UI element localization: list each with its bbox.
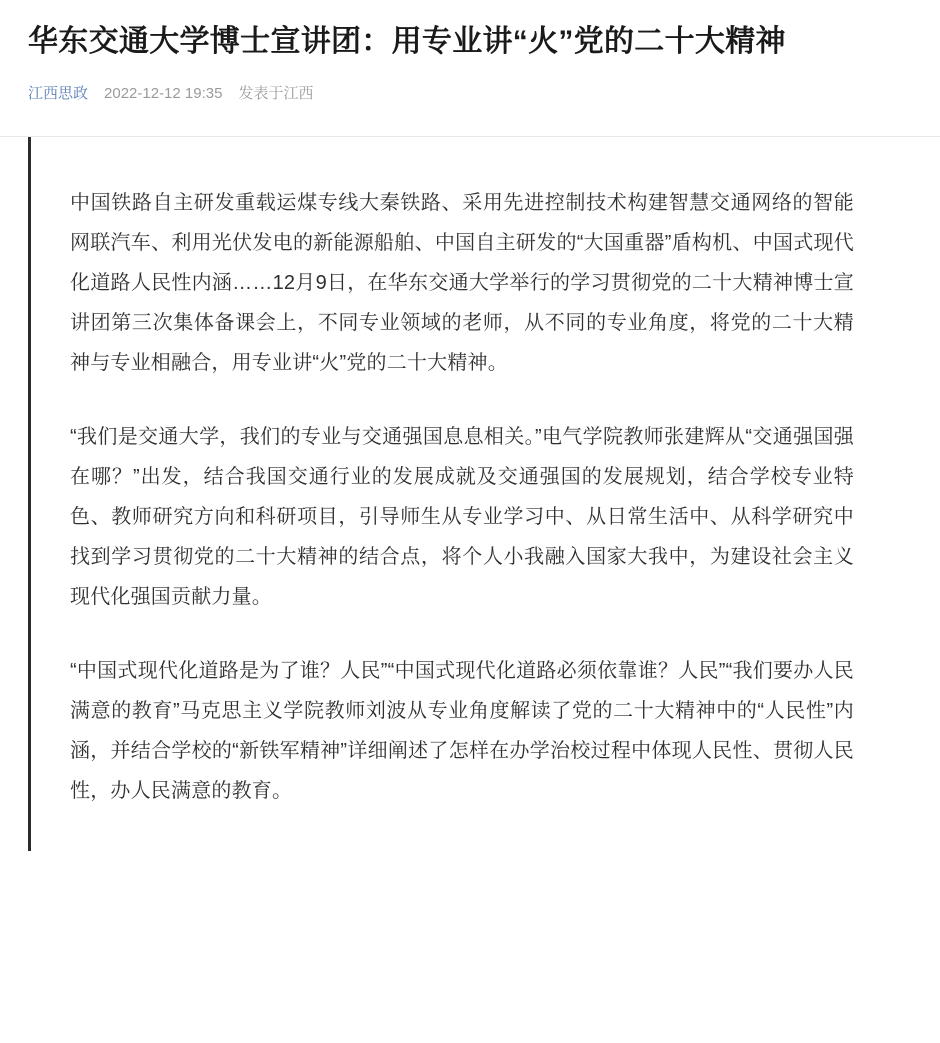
quote-bar [28, 137, 31, 851]
article-meta [28, 83, 912, 104]
article-paragraph: “我们是交通大学，我们的专业与交通强国息息相关。”电气学院教师张建辉从“交通强国强在哪？”出发，结合我国交通行业的发展成就及交通强国的发展规划，结合学校专业特色、教师研究方向和科研项目，引导师生从专业学习中、从日常生活中、从科学研究中找到学习贯彻党的二十大精神的结合点，将个人小我融入国家大我中，为建设社会主义现代化强国贡献力量。 [70, 425, 854, 608]
article-paragraph: “中国式现代化道路是为了谁？人民”“中国式现代化道路必须依靠谁？人民”“我们要办人民满意的教育”马克思主义学院教师刘波从专业角度解读了党的二十大精神中的“人民性”内涵，并结合学校的“新铁军精神”详细阐述了怎样在办学治校过程中体现人民性、贯彻人民性，办人民满意的教育。 [70, 659, 854, 802]
article-header [0, 0, 940, 104]
page-title: 华东交通大学博士宣讲团：用专业讲“火”党的二十大精神 [28, 25, 786, 58]
article-body [0, 137, 940, 811]
meta-date: 2022-12-12 19:35 [104, 84, 223, 102]
meta-location: 发表于江西 [238, 84, 314, 102]
article-paragraph: 中国铁路自主研发重载运煤专线大秦铁路、采用先进控制技术构建智慧交通网络的智能网联汽车、利用光伏发电的新能源船舶、中国自主研发的“大国重器”盾构机、中国式现代化道路人民性内涵……12月9日，在华东交通大学举行的学习贯彻党的二十大精神博士宣讲团第三次集体备课会上，不同专业领域的老师，从不同的专业角度，将党的二十大精神与专业相融合，用专业讲“火”党的二十大精神。 [70, 191, 854, 374]
meta-source[interactable]: 江西思政 [28, 84, 89, 102]
